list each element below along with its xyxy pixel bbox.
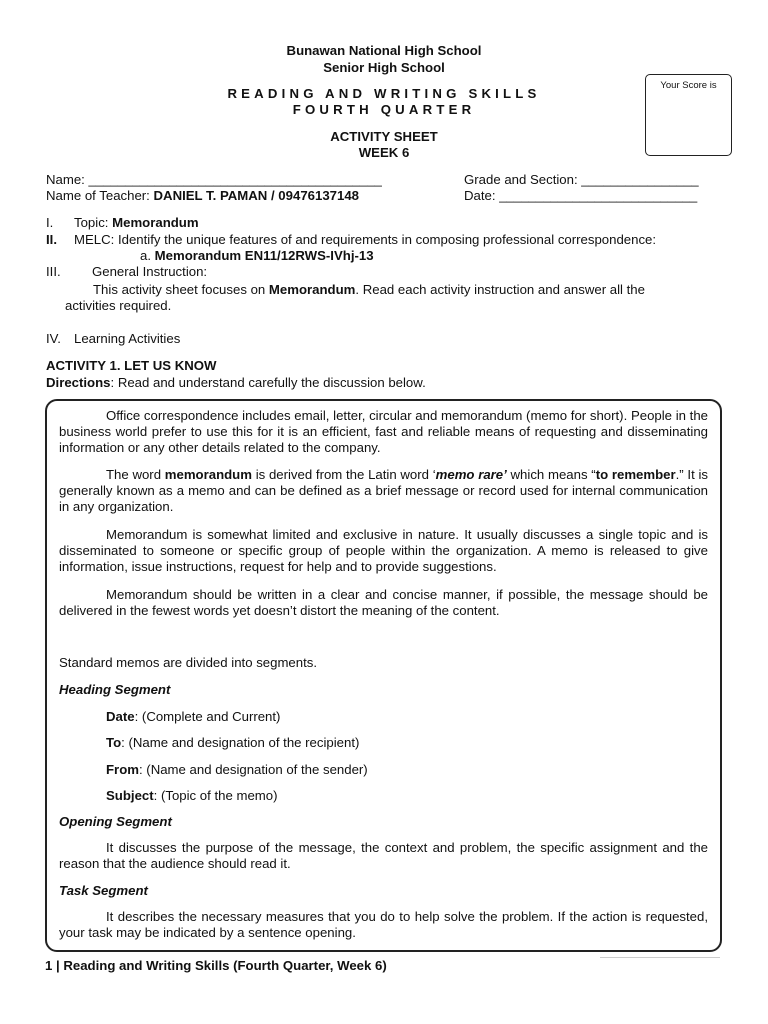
segments-intro: Standard memos are divided into segments.	[59, 655, 318, 670]
outline-i-number: I.	[46, 215, 54, 230]
footer-divider	[600, 957, 720, 958]
heading-to	[106, 735, 359, 751]
learning-activities-label: Learning Activities	[74, 331, 181, 346]
name-label: Name:	[46, 172, 89, 187]
p2-c: is derived from the Latin word ‘	[251, 467, 436, 482]
general-instruction-text	[93, 282, 645, 298]
department-name: Senior High School	[323, 60, 445, 75]
activity-title: ACTIVITY 1. LET US KNOW	[46, 358, 217, 373]
subject-term: Subject	[106, 788, 154, 803]
opening-segment-title: Opening Segment	[59, 814, 172, 829]
topic-label: Topic:	[74, 215, 113, 230]
p2-g: .” It is generally known as a memo and can be defined as a brief message or record used for internal communication in any organization.	[59, 467, 708, 514]
outline-ii-number: II.	[46, 232, 57, 247]
directions-text: : Read and understand carefully the discussion below.	[110, 375, 426, 390]
paragraph-3: Memorandum is somewhat limited and exclusive in nature. It usually discusses a single topic and is disseminated to someone or specific group of people within the organization. A memo is released to give information, issue instructions, request for help and to provide suggestions.	[59, 527, 708, 574]
subject-title: READING AND WRITING SKILLS	[227, 86, 541, 101]
sheet-title: ACTIVITY SHEET	[330, 129, 438, 144]
general-instruction-label: General Instruction:	[92, 264, 208, 279]
melc-text: MELC: Identify the unique features of and requirements in composing professional correspondence:	[74, 232, 657, 247]
instruction-pre: This activity sheet focuses on	[93, 282, 269, 297]
heading-date	[106, 709, 280, 725]
outline-iv-number: IV.	[46, 331, 61, 346]
paragraph-4: Memorandum should be written in a clear and concise manner, if possible, the message should be delivered in the fewest words yet doesn’t distort the meaning of the content.	[59, 587, 708, 618]
melc-code: Memorandum EN11/12RWS-IVhj-13	[154, 248, 374, 263]
name-field[interactable]: ________________________________________	[88, 172, 382, 187]
score-label: Your Score is	[660, 80, 717, 91]
heading-subject	[106, 788, 278, 804]
page-footer: 1 | Reading and Writing Skills (Fourth Quarter, Week 6)	[45, 958, 387, 973]
p2-memo-rare: memo rare’	[435, 467, 507, 482]
p2-a: The word	[106, 467, 165, 482]
p2-e: which means “	[506, 467, 596, 482]
teacher-row	[46, 188, 359, 204]
teacher-label: Name of Teacher:	[46, 188, 154, 203]
to-desc: : (Name and designation of the recipient)	[121, 735, 360, 750]
score-box	[645, 74, 732, 156]
outline-i	[74, 215, 199, 231]
quarter-title: FOURTH QUARTER	[292, 102, 476, 117]
outline-iii-number: III.	[46, 264, 61, 279]
to-term: To	[106, 735, 122, 750]
date-label: Date:	[464, 188, 500, 203]
date-row	[464, 188, 697, 204]
opening-segment-text: It discusses the purpose of the message, the context and problem, the specific assignment and the reason that the audience should read it.	[59, 840, 708, 871]
grade-label: Grade and Section:	[464, 172, 582, 187]
teacher-value: DANIEL T. PAMAN / 09476137148	[153, 188, 359, 203]
directions	[46, 375, 426, 391]
melc-sub-prefix: a.	[140, 248, 155, 263]
date-term: Date	[106, 709, 135, 724]
p2-memorandum: memorandum	[164, 467, 252, 482]
grade-field[interactable]: ________________	[581, 172, 699, 187]
week-title: WEEK 6	[358, 145, 410, 160]
name-row	[46, 172, 382, 188]
paragraph-2	[59, 467, 708, 515]
directions-label: Directions	[46, 375, 111, 390]
task-segment-title: Task Segment	[59, 883, 148, 898]
instruction-post: . Read each activity instruction and answer all the	[355, 282, 645, 297]
heading-from	[106, 762, 368, 778]
heading-segment-title: Heading Segment	[59, 682, 171, 697]
from-desc: : (Name and designation of the sender)	[138, 762, 368, 777]
grade-row	[464, 172, 699, 188]
paragraph-1: Office correspondence includes email, letter, circular and memorandum (memo for short). People in the business world prefer to use this for it is an efficient, fast and reliable means of requesting and disseminating information or any other details related to the company.	[59, 408, 708, 455]
subject-desc: : (Topic of the memo)	[153, 788, 278, 803]
general-instruction-line2: activities required.	[65, 298, 172, 313]
p2-to-remember: to remember	[595, 467, 676, 482]
date-desc: : (Complete and Current)	[134, 709, 281, 724]
instruction-bold: Memorandum	[268, 282, 356, 297]
school-name: Bunawan National High School	[286, 43, 482, 58]
task-segment-text: It describes the necessary measures that you do to help solve the problem. If the action is requested, your task may be indicated by a sentence opening.	[59, 909, 708, 940]
melc-sub	[140, 248, 374, 264]
from-term: From	[106, 762, 139, 777]
topic-value: Memorandum	[112, 215, 199, 230]
date-field[interactable]: ___________________________	[499, 188, 698, 203]
